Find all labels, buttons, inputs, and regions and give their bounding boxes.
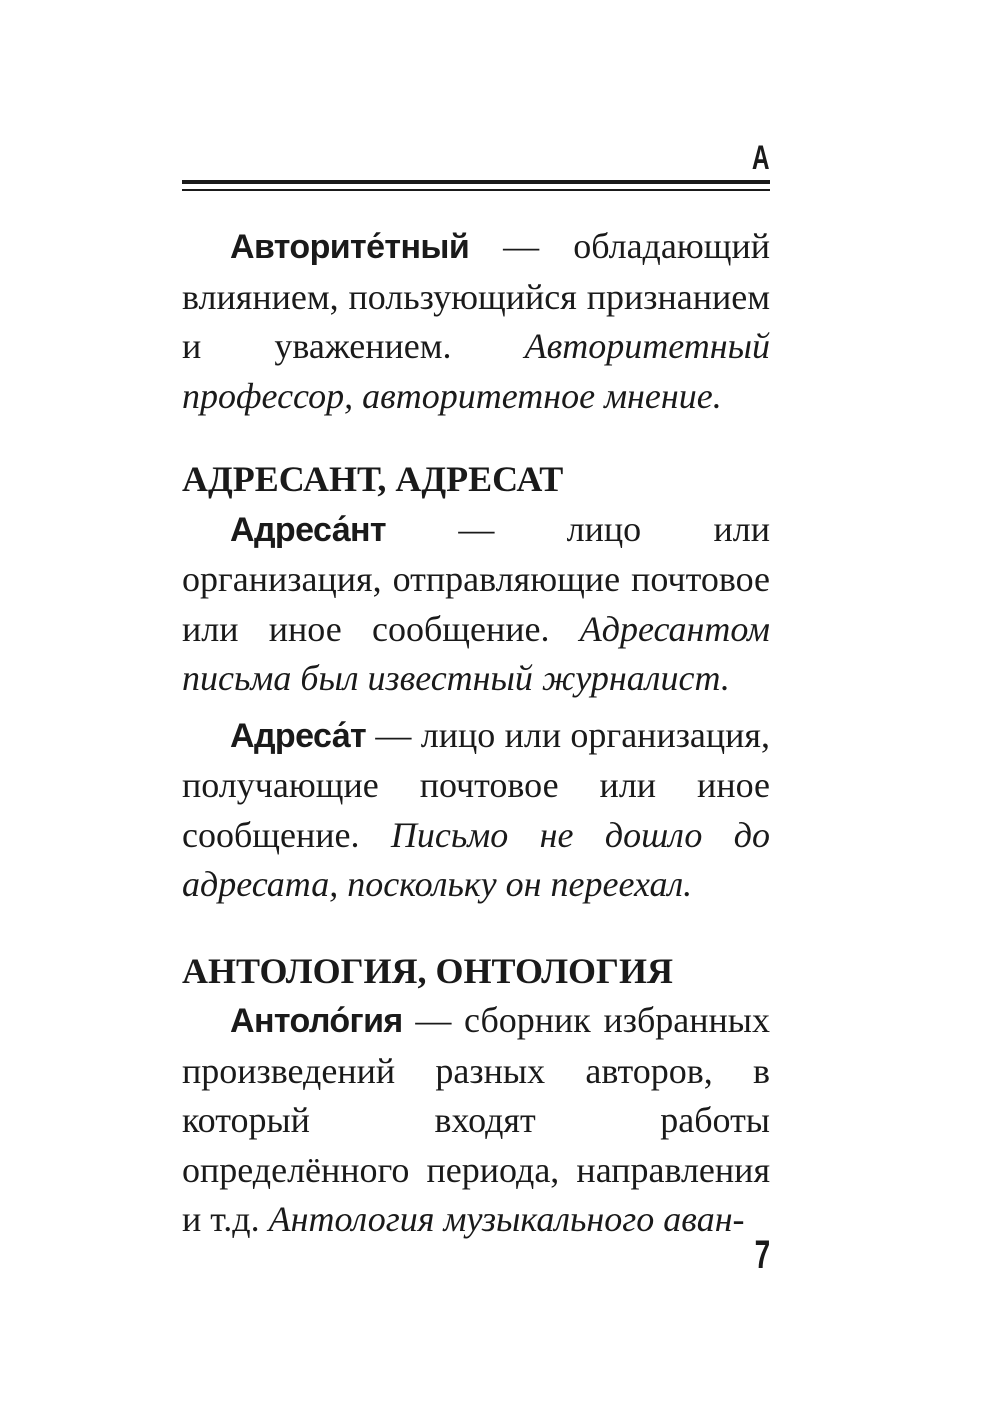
entry-example: Авторитетный профессор, авторитетное мнение. <box>182 326 770 416</box>
entry-term: Адреса́т <box>230 716 367 755</box>
header-rule-thick <box>182 180 770 184</box>
running-head-letter: А <box>752 139 770 177</box>
header-rule-thin <box>182 189 770 191</box>
entry-avtoritetny <box>182 222 770 421</box>
page-content <box>182 222 770 1245</box>
entry-definition: — лицо или организация, получающие почтовое или иное сообщение. <box>182 714 770 855</box>
entry-example: Письмо не дошло до адресата, поскольку он переехал. <box>182 814 770 904</box>
entry-adresant <box>182 505 770 704</box>
entry-adresat <box>182 711 770 910</box>
section-heading-antologiya: АНТОЛОГИЯ, ОНТОЛОГИЯ <box>182 950 673 991</box>
section-heading-adresant: АДРЕСАНТ, АДРЕСАТ <box>182 459 564 499</box>
entry-definition: — лицо или организация, отправляющие почтовое или иное сообщение. <box>182 508 770 649</box>
entry-definition: — сборник избранных произведений разных авторов, в который входят работы определённого периода, направления и т.д. <box>182 1000 770 1239</box>
entry-term: Антоло́гия <box>230 1002 403 1040</box>
entry-example: Адресантом письма был известный журналист. <box>182 608 770 698</box>
entry-example: Антология музыкального аван- <box>268 1199 745 1239</box>
page-number: 7 <box>754 1233 770 1277</box>
entry-definition: — обладающий влиянием, пользующийся признанием и уважением. <box>182 226 770 366</box>
entry-term: Адреса́нт <box>230 510 386 549</box>
entry-antologiya <box>182 996 770 1245</box>
entry-term: Авторите́тный <box>230 228 470 266</box>
